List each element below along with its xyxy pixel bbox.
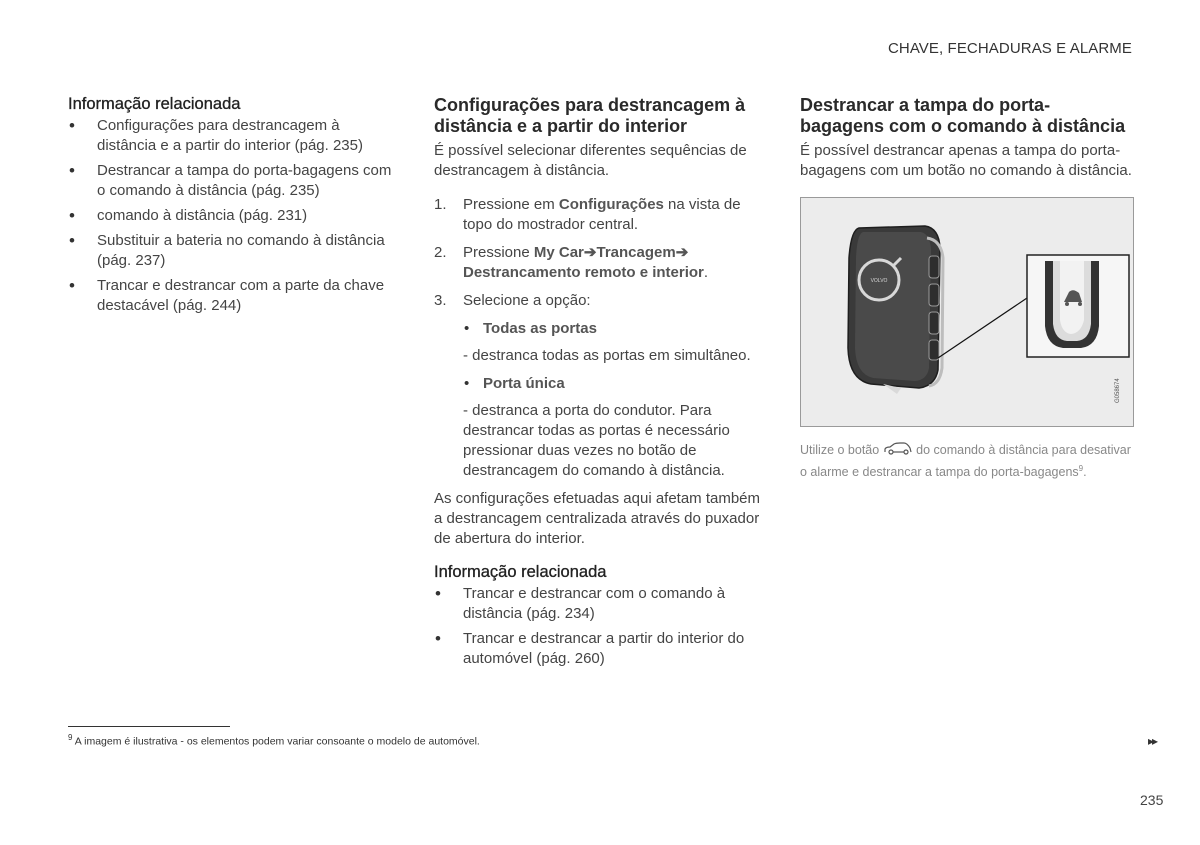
caption-text: do comando à distância para desativar o alarme e destrancar a tampa do porta-bagagens bbox=[800, 443, 1131, 479]
related-link[interactable]: • Trancar e destrancar com a parte da chave destacável (pág. 244) bbox=[68, 276, 400, 316]
caption-text: . bbox=[1083, 464, 1087, 479]
section-intro: É possível destrancar apenas a tampa do porta-bagagens com um botão no comando à distância. bbox=[800, 142, 1132, 179]
menu-item-configuracoes: Configurações bbox=[558, 196, 664, 213]
related-links-list bbox=[434, 584, 766, 669]
step-number: 2. bbox=[434, 244, 447, 261]
caption-text: Utilize o botão bbox=[800, 443, 883, 457]
steps-list bbox=[434, 195, 766, 481]
arrow-right-icon: ➔ bbox=[583, 244, 597, 261]
menu-item-my-car: My Car bbox=[533, 244, 584, 261]
remote-key-illustration bbox=[800, 197, 1134, 427]
menu-item-trancagem: Trancagem bbox=[596, 244, 676, 261]
footnote bbox=[68, 733, 480, 748]
option-description: - destranca a porta do condutor. Para destrancar todas as portas é necessário pressionar duas vezes no botão de destrancagem do comando à distância. bbox=[463, 402, 730, 479]
arrow-right-icon: ➔ bbox=[675, 244, 689, 261]
footnote-divider bbox=[68, 726, 230, 727]
option-porta-unica: • Porta única bbox=[463, 374, 766, 394]
step-text: Pressione em bbox=[463, 196, 559, 213]
step-number: 1. bbox=[434, 196, 447, 213]
section-title: Configurações para destrancagem à distância e a partir do interior bbox=[434, 95, 746, 136]
related-info-heading: Informação relacionada bbox=[68, 95, 241, 113]
step-3 bbox=[434, 291, 766, 481]
section-title: Destrancar a tampa do porta-bagagens com o comando à distância bbox=[800, 95, 1126, 136]
related-link[interactable]: • Destrancar a tampa do porta-bagagens com o comando à distância (pág. 235) bbox=[68, 161, 400, 201]
step-text: . bbox=[703, 264, 709, 281]
continue-arrows-icon: ▸▸ bbox=[1148, 734, 1157, 748]
related-link[interactable]: • Trancar e destrancar a partir do interior do automóvel (pág. 260) bbox=[434, 629, 766, 669]
related-info-column bbox=[68, 95, 400, 321]
related-link[interactable]: • Trancar e destrancar com o comando à distância (pág. 234) bbox=[434, 584, 766, 624]
step-1 bbox=[434, 195, 766, 235]
car-trunk-icon bbox=[883, 442, 913, 460]
related-info-heading: Informação relacionada bbox=[434, 563, 607, 581]
tailgate-section bbox=[800, 95, 1134, 481]
figure-caption bbox=[800, 441, 1134, 481]
remote-key-icon bbox=[801, 198, 1133, 426]
page-number: 235 bbox=[1140, 792, 1164, 808]
related-link[interactable]: • Configurações para destrancagem à distância e a partir do interior (pág. 235) bbox=[68, 116, 400, 156]
step-text: Pressione bbox=[463, 244, 534, 261]
footnote-mark: 9 bbox=[68, 733, 73, 742]
related-links-list bbox=[68, 116, 400, 316]
section-outro: As configurações efetuadas aqui afetam também a destrancagem centralizada através do puxador de abertura do interior. bbox=[434, 490, 761, 547]
footnote-text: A imagem é ilustrativa - os elementos podem variar consoante o modelo de automóvel. bbox=[72, 735, 480, 748]
step-number: 3. bbox=[434, 292, 447, 309]
step-text: na vista de topo do mostrador central. bbox=[463, 196, 741, 233]
settings-section bbox=[434, 95, 766, 674]
step-text: Selecione a opção: bbox=[463, 292, 591, 309]
section-intro: É possível selecionar diferentes sequências de destrancagem à distância. bbox=[434, 142, 747, 179]
logo-text: VOLVO bbox=[870, 278, 888, 284]
footnote-ref: 9 bbox=[1078, 463, 1084, 473]
option-description: - destranca todas as portas em simultâneo. bbox=[463, 347, 751, 364]
option-todas-as-portas: • Todas as portas bbox=[463, 319, 766, 339]
related-link[interactable]: • comando à distância (pág. 231) bbox=[68, 206, 400, 226]
running-header: CHAVE, FECHADURAS E ALARME bbox=[887, 40, 1132, 57]
image-code: G058674 bbox=[1115, 378, 1121, 403]
related-link[interactable]: • Substituir a bateria no comando à distância (pág. 237) bbox=[68, 231, 400, 271]
menu-item-destrancamento: Destrancamento remoto e interior bbox=[463, 264, 704, 281]
step-2 bbox=[434, 243, 766, 283]
